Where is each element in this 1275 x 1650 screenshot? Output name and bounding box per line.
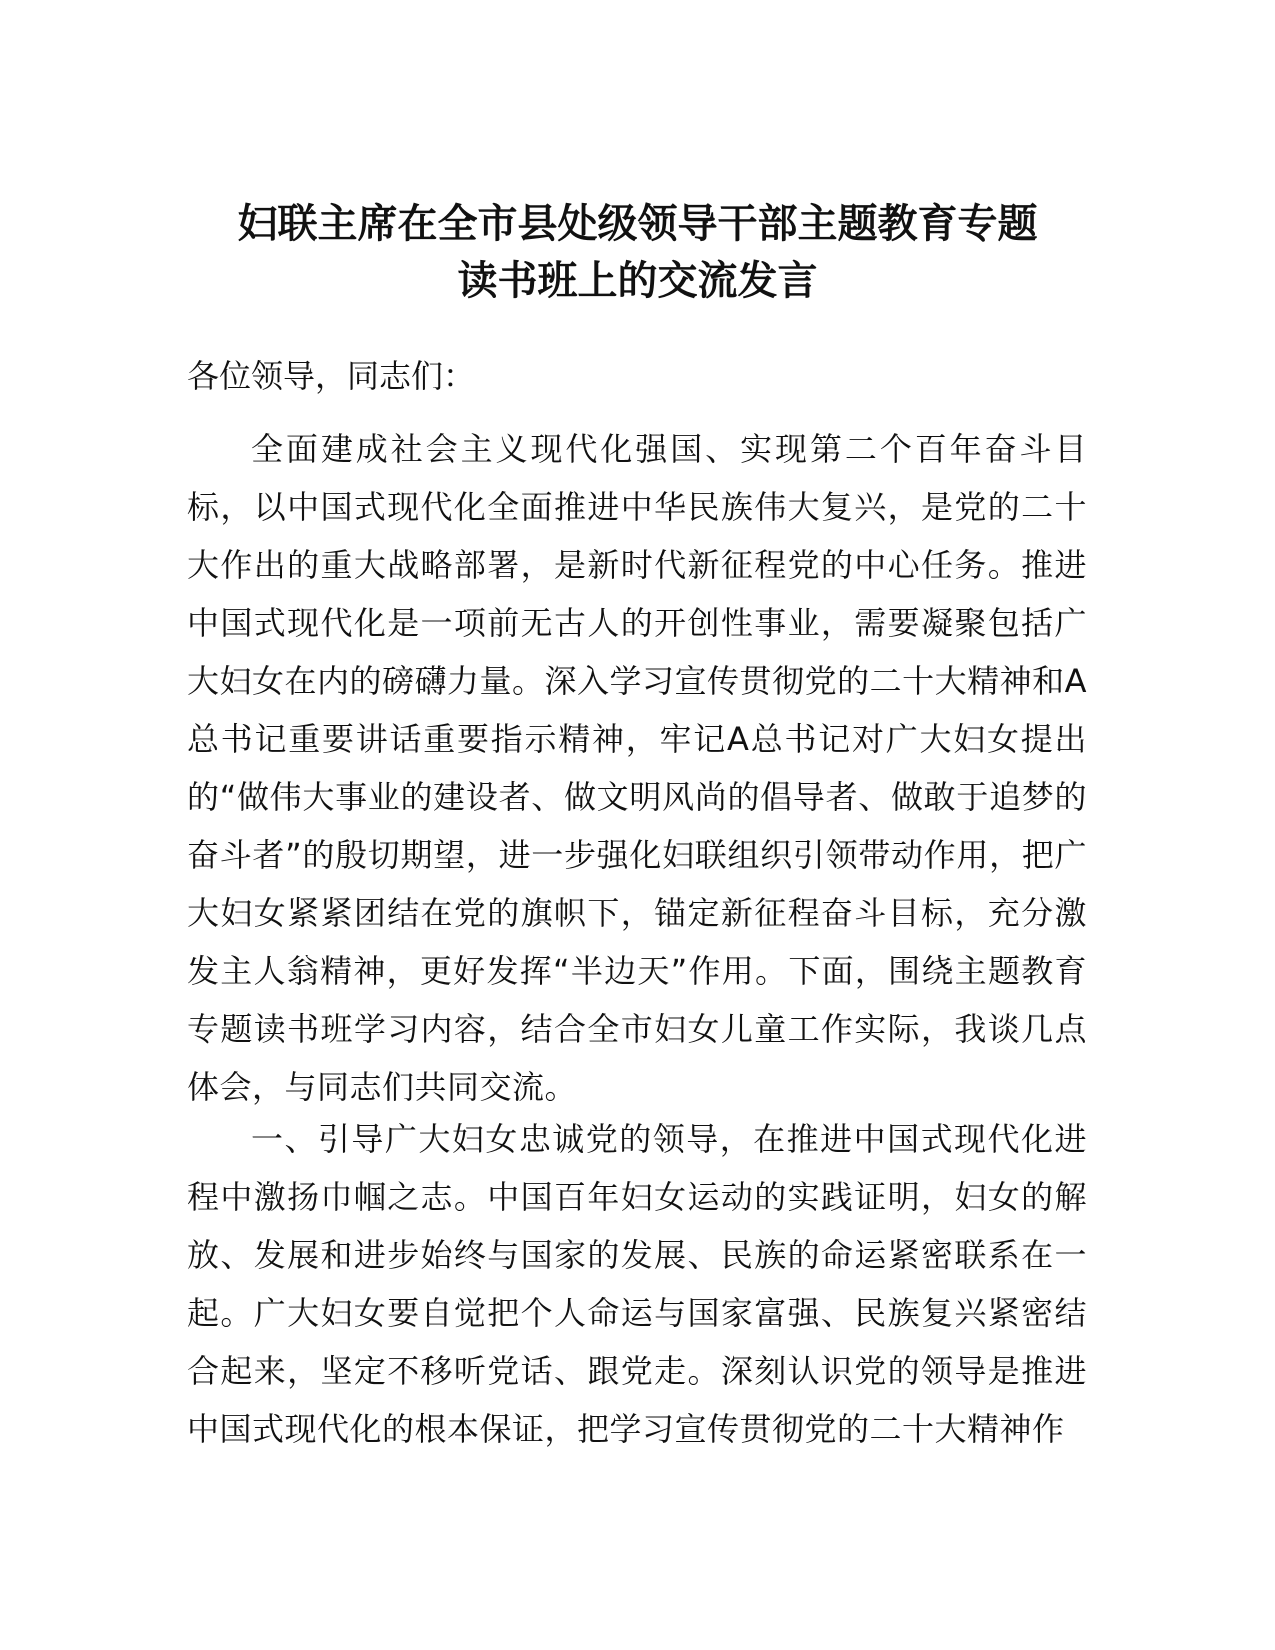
title-line-2: 读书班上的交流发言	[457, 258, 818, 304]
body-paragraph-1: 全面建成社会主义现代化强国、实现第二个百年奋斗目标，以中国式现代化全面推进中华民族伟大复兴，是党的二十大作出的重大战略部署，是新时代新征程党的中心任务。推进中国式现代化是一项前无古人的开创性事业，需要凝聚包括广大妇女在内的磅礴力量。深入学习宣传贯彻党的二十大精神和A总书记重要讲话重要指示精神，牢记A总书记对广大妇女提出的“做伟大事业的建设者、做文明风尚的倡导者、做敢于追梦的奋斗者”的殷切期望，进一步强化妇联组织引领带动作用，把广大妇女紧紧团结在党的旗帜下，锚定新征程奋斗目标，充分激发主人翁精神，更好发挥“半边天”作用。下面，围绕主题教育专题读书班学习内容，结合全市妇女儿童工作实际，我谈几点体会，与同志们共同交流。	[187, 430, 1087, 1106]
salutation: 各位领导，同志们：	[187, 357, 476, 395]
body-paragraph-2: 一、引导广大妇女忠诚党的领导，在推进中国式现代化进程中激扬巾帼之志。中国百年妇女运动的实践证明，妇女的解放、发展和进步始终与国家的发展、民族的命运紧密联系在一起。广大妇女要自觉把个人命运与国家富强、民族复兴紧密结合起来，坚定不移听党话、跟党走。深刻认识党的领导是推进中国式现代化的根本保证，把学习宣传贯彻党的二十大精神作	[187, 1120, 1087, 1448]
title-line-1: 妇联主席在全市县处级领导干部主题教育专题	[237, 201, 1038, 247]
document-title	[160, 196, 1115, 310]
